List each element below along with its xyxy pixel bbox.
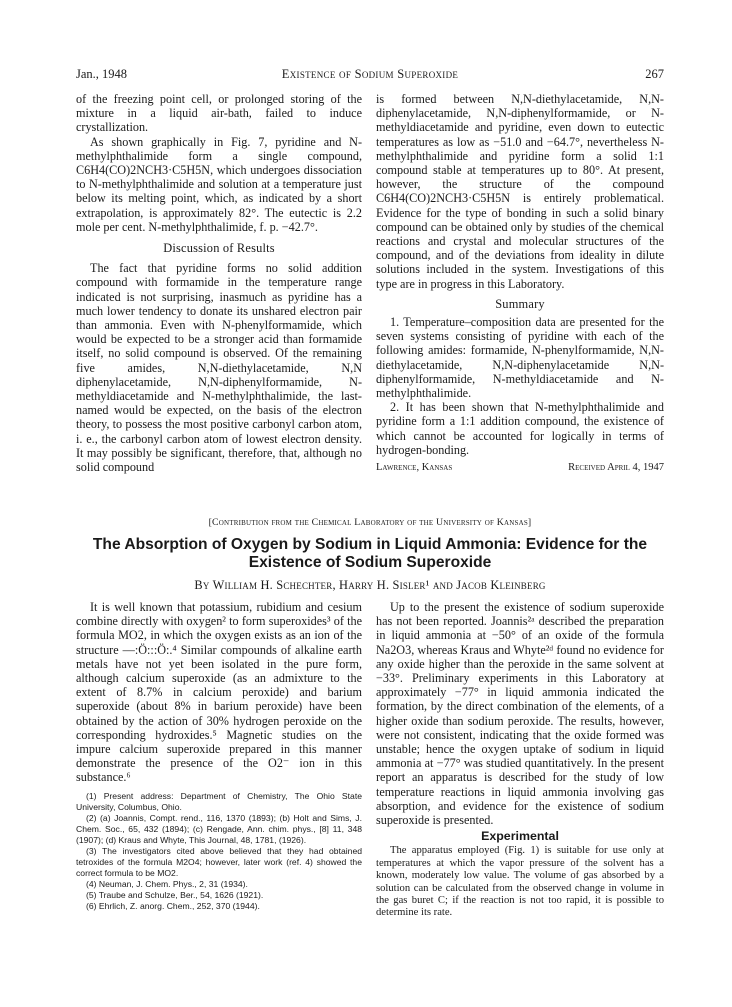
top-right-column	[376, 92, 664, 476]
bottom-left-column	[76, 600, 362, 912]
paragraph: It is well known that potassium, rubidium and cesium combine directly with oxygen² to form superoxides³ of the formula MO2, in which the oxygen exists as an ion of the structure —:Ö:::Ö:.⁴ Similar compounds of alkaline earth metals have not yet been isolated in the pure form, although calcium superoxide (as an admixture to the extent of 8.7% in calcium peroxide) and barium superoxide (about 8% in barium peroxide) have been obtained by the action of 30% hydrogen peroxide on the corresponding hydroxides.⁵ Magnetic studies on the impure calcium superoxide prepared in this manner demonstrate the presence of the O2⁻ ion in this substance.⁶	[76, 600, 362, 785]
article-title: The Absorption of Oxygen by Sodium in Liquid Ammonia: Evidence for the Existence of Sodium Superoxide	[92, 536, 648, 571]
footnote: (5) Traube and Schulze, Ber., 54, 1626 (1921).	[86, 889, 264, 900]
section-heading-summary: Summary	[495, 296, 545, 311]
footnotes	[76, 791, 362, 912]
issue-date: Jan., 1948	[76, 67, 128, 81]
paragraph: is formed between N,N-diethylacetamide, N,N-diphenylacetamide, N,N-diphenylformamide, or N-methyldiacetamide and pyridine, even down to eutectic temperatures as low as −51.0 and −64.7°, nevertheless N-methylphthalimide and pyridine form a solid 1:1 compound stable at temperatures up to 80°. At present, however, the structure of the compound C6H4(CO)2NCH3·C5H5N is entirely problematical. Evidence for the type of bonding in such a solid binary compound can be obtained only by studies of the chemical reactions and crystal and molecular structures of the compound, and of the deviations from ideality in dilute solutions included in the system. Investigations of this type are in progress in this Laboratory.	[376, 92, 664, 291]
top-left-column	[76, 92, 362, 474]
running-title: Existence of Sodium Superoxide	[281, 67, 459, 81]
page-number: 267	[645, 67, 664, 81]
bottom-right-column	[376, 600, 664, 920]
contribution-line: [Contribution from the Chemical Laboratory of the University of Kansas]	[208, 517, 532, 528]
paragraph: of the freezing point cell, or prolonged storing of the mixture in a liquid air-bath, failed to induce crystallization.	[76, 92, 362, 135]
section-heading-discussion: Discussion of Results	[163, 241, 275, 256]
summary-item: 2. It has been shown that N-methylphthalimide and pyridine form a 1:1 addition compound, the existence of which cannot be accounted for logically in terms of hydrogen-bonding.	[376, 400, 664, 457]
summary-item: 1. Temperature–composition data are presented for the seven systems consisting of pyridine with each of the following amides: formamide, N-phenylformamide, N,N-diethylacetamide, N,N-diphenylacetamide N,N-diphenylformamide, N-methyldiacetamide and N-methylphthalimide.	[376, 315, 664, 401]
received-date: Received April 4, 1947	[568, 462, 664, 474]
paragraph: As shown graphically in Fig. 7, pyridine and N-methylphthalimide form a single compound, C6H4(CO)2NCH3·C5H5N, which undergoes dissociation to N-methylphthalimide and solution at a temperature just below its melting point, which, as indicated by a short extrapolation, is approximately 82°. The eutectic is 2.2 mole per cent. N-methylphthalimide, f. p. −42.7°.	[76, 134, 362, 234]
section-heading-experimental: Experimental	[481, 829, 559, 844]
paragraph: Up to the present the existence of sodium superoxide has not been reported. Joannis²ᵃ described the preparation in liquid ammonia at −50° of an oxide of the formula Na2O3, whereas Kraus and Whyte²ᵈ found no evidence for any oxide higher than the peroxide in the same solvent at −33°. Preliminary experiments in this Laboratory at approximately −77° in liquid ammonia indicated the formation, by the direct combination of the elements, of a higher oxide than sodium peroxide. The results, however, were not consistent, indicating that the oxide formed was unstable; hence the oxygen uptake of sodium in liquid ammonia at −77° was studied quantitatively. In the present report an apparatus is described for the study of low temperature reactions in liquid ammonia involving gas absorption, and evidence for the existence of sodium superoxide is presented.	[376, 600, 664, 828]
footnote: (4) Neuman, J. Chem. Phys., 2, 31 (1934).	[86, 878, 248, 889]
paragraph: The fact that pyridine forms no solid addition compound with formamide in the temperature range indicated is not surprising, inasmuch as pyridine has a much lower tendency to donate its unshared electron pair than ammonia. Even with N-phenylformamide, which would be expected to be a stronger acid than formamide itself, no solid compound is observed. Of the remaining five amides, N,N-diethylacetamide, N,N diphenylacetamide, N,N-diphenylformamide, N-methyldiacetamide and N-methylphthalimide, the last-named would be expected, on the basis of the electron theory, to possess the most positive carbonyl carbon atom, i. e., the carbonyl carbon atom of lowest electron density. It may possibly be significant, therefore, that, although no solid compound	[76, 261, 362, 475]
running-head	[76, 66, 664, 82]
dateline	[376, 461, 664, 476]
location: Lawrence, Kansas	[376, 462, 453, 474]
paragraph: The apparatus employed (Fig. 1) is suitable for use only at temperatures at which the vapor pressure of the solvent has a known, moderately low value. The volume of gas absorbed by a solution can be calculated from the observed change in volume in the gas buret C; if the reaction is not too rapid, it is possible to determine its rate.	[376, 845, 664, 919]
footnote: (3) The investigators cited above believed that they had obtained tetroxides of the formula M2O4; however, later work (ref. 4) showed the correct formula to be MO2.	[76, 845, 362, 878]
footnote: (1) Present address: Department of Chemistry, The Ohio State University, Columbus, Ohio.	[76, 790, 362, 812]
footnote: (2) (a) Joannis, Compt. rend., 116, 1370 (1893); (b) Holt and Sims, J. Chem. Soc., 65, 432 (1894); (c) Rengade, Ann. chim. phys., [8] 11, 348 (1907); (d) Kraus and Whyte, This Journal, 48, 1781, (1926).	[76, 812, 362, 845]
byline: By William H. Schechter, Harry H. Sisler¹ and Jacob Kleinberg	[194, 578, 546, 592]
footnote: (6) Ehrlich, Z. anorg. Chem., 252, 370 (1944).	[86, 900, 260, 911]
